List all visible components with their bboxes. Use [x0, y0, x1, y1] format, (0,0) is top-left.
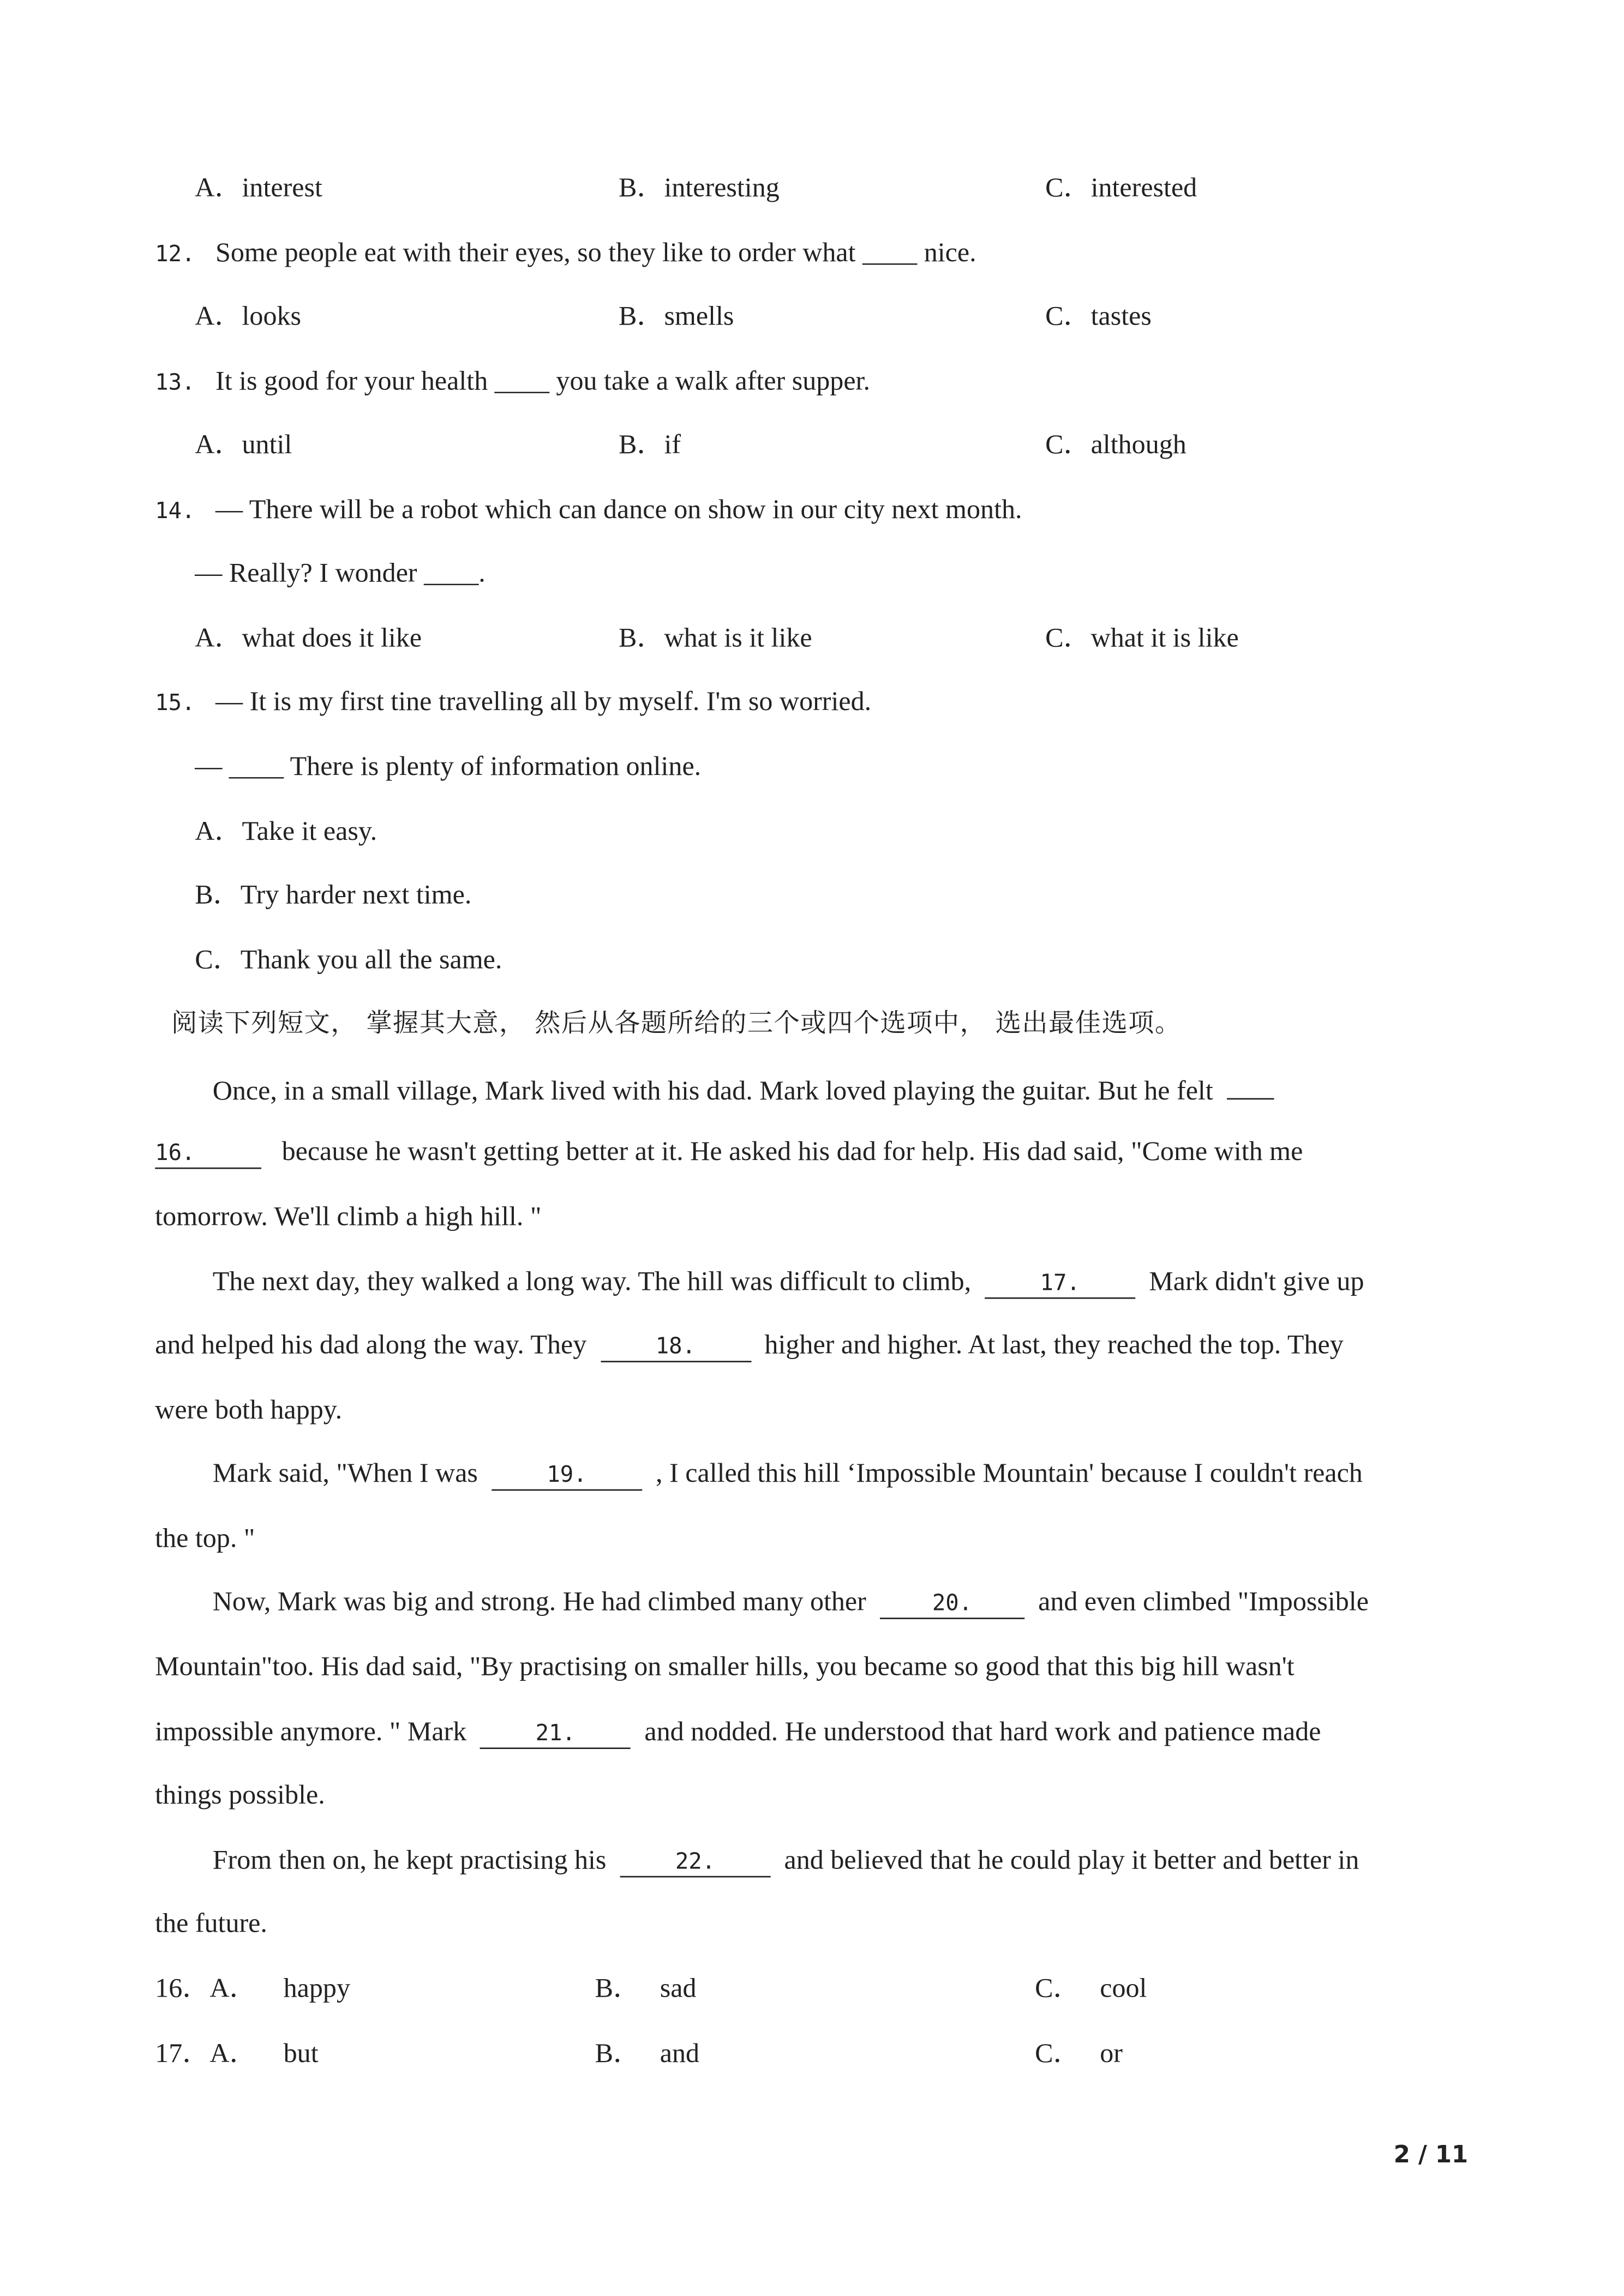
passage-text: and believed that he could play it better and better in	[784, 1846, 1359, 1876]
option-text: what it is like	[1090, 624, 1239, 654]
q15-option-a	[195, 815, 377, 850]
q16-option-b-letter: B．	[595, 1975, 641, 2005]
passage-line: Mountain"too. His dad said, "By practising on smaller hills, you became so good that this big hill wasn't	[155, 1653, 1295, 1683]
dialogue-line: — Really? I wonder ____.	[195, 559, 486, 589]
dialogue-line: — There will be a robot which can dance on show in our city next month.	[215, 496, 1022, 526]
q12-option-b	[619, 299, 734, 335]
option-text: looks	[242, 302, 302, 332]
option-text: what does it like	[242, 624, 422, 654]
option-letter: B．	[618, 302, 664, 332]
passage-text: higher and higher. At last, they reached the top. They	[764, 1331, 1344, 1361]
passage-line: the top. "	[155, 1524, 255, 1554]
passage-line: tomorrow. We'll climb a high hill. "	[155, 1203, 542, 1233]
passage-line	[155, 1715, 1321, 1751]
question-text: you take a walk after supper.	[556, 367, 870, 398]
option-letter: A．	[195, 818, 242, 848]
q17-option-b-letter: B．	[595, 2040, 641, 2070]
passage-line: were both happy.	[155, 1396, 343, 1426]
option-text: tastes	[1090, 302, 1152, 332]
q17-option-c-text: or	[1100, 2040, 1123, 2070]
passage-line	[213, 1072, 1274, 1110]
q14-option-c	[1045, 621, 1239, 657]
gap-19: 19.	[492, 1460, 642, 1491]
q13-option-c	[1045, 428, 1186, 464]
q12-stem	[155, 236, 976, 272]
question-number: 17．	[155, 2040, 210, 2070]
page-number: 2 / 11	[1393, 2140, 1469, 2168]
passage-line	[213, 1265, 1364, 1300]
option-letter: C．	[1045, 431, 1091, 461]
q13-option-b	[619, 428, 681, 464]
q16-option-c-letter: C．	[1035, 1975, 1081, 2005]
option-letter: B．	[195, 881, 241, 911]
q15-option-c	[195, 943, 502, 978]
question-number: 15.	[155, 689, 195, 716]
gap-20: 20.	[880, 1588, 1024, 1619]
option-text: although	[1090, 431, 1186, 461]
option-text: until	[242, 431, 292, 461]
dialogue-line: — ____ There is plenty of information online.	[195, 753, 702, 783]
q12-option-c	[1045, 299, 1152, 335]
question-number: 13.	[155, 369, 195, 396]
passage-text: Mark didn't give up	[1149, 1267, 1364, 1297]
option-text: if	[664, 431, 681, 461]
passage-text: because he wasn't getting better at it. He asked his dad for help. His dad said, "Come with me	[281, 1138, 1303, 1168]
option-text: interesting	[664, 174, 780, 204]
option-letter: A．	[195, 624, 242, 654]
gap-21: 21.	[480, 1718, 631, 1749]
question-text: It is good for your health	[215, 367, 488, 398]
q13-option-a	[195, 428, 292, 464]
q11-option-c	[1045, 171, 1197, 207]
option-text: what is it like	[664, 624, 812, 654]
q13-stem	[155, 364, 870, 400]
option-text: Try harder next time.	[240, 881, 472, 911]
q17-option-a-text: but	[283, 2040, 319, 2070]
q16-option-a-text: happy	[283, 1975, 350, 2005]
option-letter: C．	[1045, 624, 1091, 654]
gap-22: 22.	[620, 1847, 770, 1878]
passage-text: From then on, he kept practising his	[212, 1846, 607, 1876]
passage-line	[213, 1585, 1369, 1621]
passage-line	[155, 1135, 1303, 1170]
q16-row	[155, 1972, 256, 2008]
question-text: nice.	[924, 239, 976, 269]
passage-text: Now, Mark was big and strong. He had climbed many other	[212, 1588, 866, 1618]
option-letter: C．	[195, 946, 241, 976]
option-letter: B．	[618, 431, 664, 461]
gap-17: 17.	[985, 1268, 1135, 1299]
passage-line	[155, 1329, 1344, 1364]
option-letter: A．	[195, 302, 242, 332]
option-letter: B．	[618, 174, 664, 204]
option-text: Take it easy.	[242, 818, 377, 848]
q14-option-a	[195, 621, 422, 657]
q16-option-b-text: sad	[660, 1975, 697, 2005]
q14-option-b	[619, 621, 812, 657]
option-text: interested	[1090, 174, 1197, 204]
passage-text: The next day, they walked a long way. The hill was difficult to climb,	[212, 1267, 972, 1297]
option-letter: A．	[195, 174, 242, 204]
question-number: 12.	[155, 241, 195, 267]
q11-option-a	[195, 171, 322, 207]
dialogue-line: — It is my first tine travelling all by myself. I'm so worried.	[215, 688, 872, 718]
option-text: interest	[242, 174, 322, 204]
gap-16-underline-start	[1227, 1072, 1274, 1099]
passage-text: and nodded. He understood that hard work and patience made	[644, 1718, 1321, 1748]
option-letter: A．	[209, 1975, 257, 2005]
q12-option-a	[195, 299, 301, 335]
option-letter: B．	[618, 624, 664, 654]
q11-option-b	[619, 171, 780, 207]
option-letter: C．	[1045, 302, 1091, 332]
option-text: smells	[664, 302, 734, 332]
q17-option-c-letter: C．	[1035, 2040, 1081, 2070]
question-number: 16．	[155, 1975, 210, 2005]
passage-text: Once, in a small village, Mark lived with his dad. Mark loved playing the guitar. But he felt	[212, 1077, 1213, 1107]
passage-line	[213, 1457, 1363, 1492]
answer-blank: ____	[494, 367, 549, 398]
q15-option-b	[195, 878, 471, 913]
passage-text: and even climbed "Impossible	[1038, 1588, 1369, 1618]
passage-text: , I called this hill ‘Impossible Mountain' because I couldn't reach	[656, 1459, 1363, 1489]
q14-stem	[155, 493, 1022, 528]
section-instruction: 阅读下列短文， 掌握其大意， 然后从各题所给的三个或四个选项中， 选出最佳选项。	[171, 1009, 1182, 1039]
question-number: 14.	[155, 497, 195, 524]
gap-18: 18.	[600, 1331, 751, 1362]
passage-line	[213, 1843, 1359, 1879]
passage-text: and helped his dad along the way. They	[155, 1331, 587, 1361]
gap-16: 16.	[155, 1138, 261, 1169]
option-letter: A．	[195, 431, 242, 461]
passage-line: the future.	[155, 1910, 267, 1940]
answer-blank: ____	[862, 239, 918, 269]
q16-option-c-text: cool	[1100, 1975, 1147, 2005]
q15-stem	[155, 685, 871, 720]
option-letter: C．	[1045, 174, 1091, 204]
option-text: Thank you all the same.	[240, 946, 502, 976]
option-letter: A．	[209, 2040, 257, 2070]
passage-text: impossible anymore. " Mark	[155, 1718, 467, 1748]
passage-text: Mark said, "When I was	[212, 1459, 478, 1489]
q17-option-b-text: and	[660, 2040, 700, 2070]
question-text: Some people eat with their eyes, so they like to order what	[215, 239, 856, 269]
q17-row	[155, 2037, 256, 2072]
passage-line: things possible.	[155, 1781, 325, 1811]
